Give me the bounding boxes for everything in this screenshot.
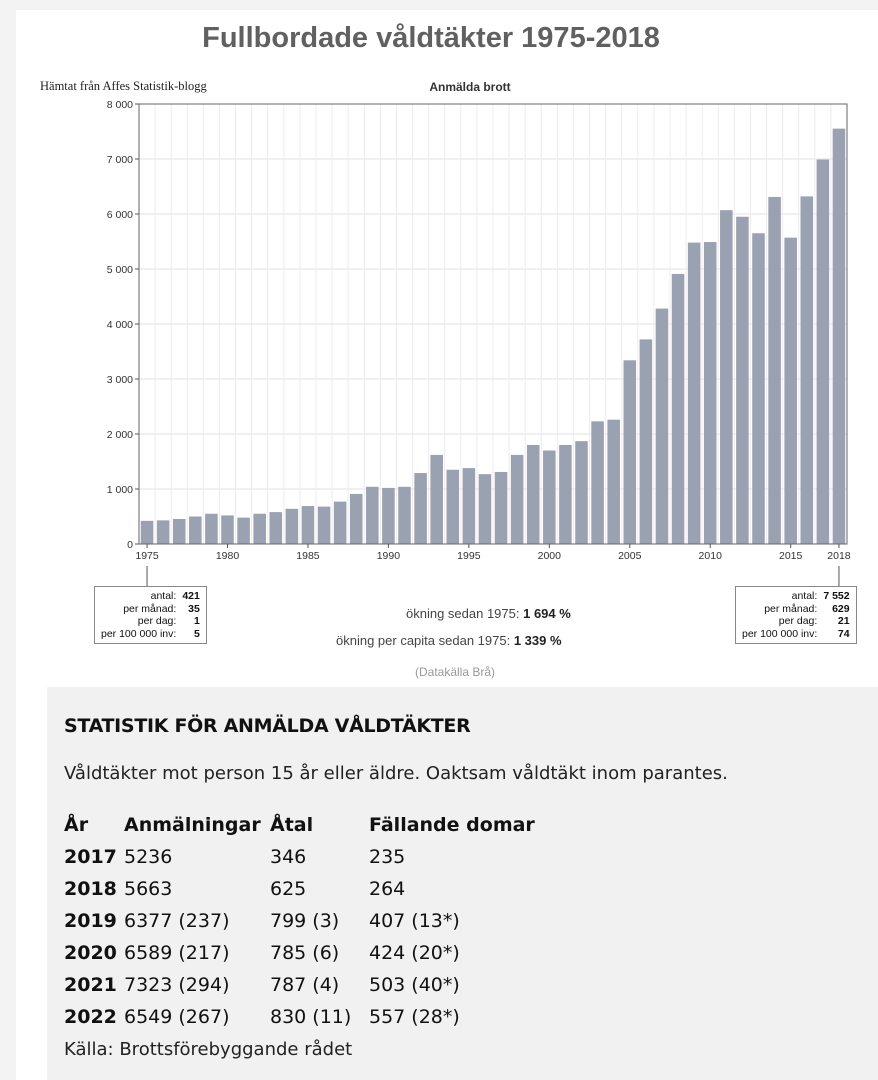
cell-prosecutions: 346 [270, 846, 307, 868]
bar-2016 [800, 196, 813, 544]
cell-reports: 5663 [124, 878, 173, 900]
bar-1988 [350, 494, 363, 544]
x-tick-label: 2015 [779, 550, 803, 562]
table-row [64, 1001, 569, 1033]
stats-header-row [64, 809, 569, 841]
bar-2017 [817, 160, 830, 544]
info-value: 74 [837, 627, 850, 640]
chart-subtitle: Anmälda brott [429, 80, 511, 94]
bar-2014 [768, 197, 781, 544]
table-row [64, 841, 569, 873]
cell-convictions: 235 [369, 846, 406, 868]
cell-reports: 6549 (267) [124, 1006, 230, 1028]
cell-prosecutions: 787 (4) [270, 974, 340, 996]
info-value: 7 552 [823, 590, 850, 602]
y-tick-label: 4 000 [106, 319, 133, 331]
y-tick-label: 1 000 [106, 484, 133, 496]
bar-1994 [446, 470, 459, 544]
cell-year: 2018 [64, 878, 117, 900]
stats-source: Källa: Brottsförebyggande rådet [64, 1039, 353, 1060]
cell-year: 2017 [64, 846, 117, 868]
bar-1995 [463, 468, 476, 544]
info-label: per 100 000 inv: [742, 627, 818, 640]
bar-1990 [382, 488, 395, 544]
bar-2009 [688, 243, 701, 544]
x-tick-label: 2018 [827, 550, 851, 562]
x-tick-label: 2010 [698, 550, 722, 562]
bar-2012 [736, 217, 749, 544]
col-header-convictions: Fällande domar [369, 814, 535, 836]
bar-2018 [833, 129, 846, 544]
info-value: 629 [832, 602, 850, 615]
increase-total [406, 606, 571, 621]
bar-1982 [253, 514, 266, 544]
bar-2003 [591, 421, 604, 544]
bar-2008 [672, 274, 685, 544]
cell-reports: 6589 (217) [124, 942, 230, 964]
x-tick-label: 2005 [618, 550, 642, 562]
bar-2006 [640, 339, 653, 544]
bar-1985 [302, 506, 315, 544]
increase-total-value: 1 694 % [523, 606, 571, 621]
col-header-reports: Anmälningar [124, 814, 261, 836]
cell-reports: 5236 [124, 846, 173, 868]
page-title: Fullbordade våldtäkter 1975-2018 [202, 22, 660, 54]
y-tick-label: 8 000 [106, 99, 133, 111]
col-header-year: År [64, 814, 89, 836]
cell-convictions: 503 (40*) [369, 974, 460, 996]
bar-1978 [189, 517, 202, 545]
info-label: per dag: [778, 615, 818, 627]
table-row [64, 969, 569, 1001]
bar-1981 [237, 518, 250, 544]
y-tick-label: 6 000 [106, 209, 133, 221]
bar-2004 [607, 420, 620, 544]
bar-1979 [205, 514, 218, 544]
info-value: 421 [182, 590, 200, 602]
bar-1977 [173, 519, 186, 544]
cell-prosecutions: 830 (11) [270, 1006, 352, 1028]
bar-1986 [318, 507, 331, 544]
bar-2000 [543, 451, 556, 545]
source-note: Hämtat från Affes Statistik-blogg [40, 79, 207, 93]
cell-year: 2021 [64, 974, 117, 996]
cell-year: 2020 [64, 942, 117, 964]
increase-per-capita-label: ökning per capita sedan 1975: [336, 633, 511, 648]
y-tick-label: 7 000 [106, 154, 133, 166]
bar-1996 [479, 474, 492, 544]
info-label: per dag: [137, 615, 177, 627]
y-tick-label: 5 000 [106, 264, 133, 276]
cell-reports: 7323 (294) [124, 974, 230, 996]
table-row [64, 873, 569, 905]
cell-convictions: 407 (13*) [369, 910, 460, 932]
x-tick-label: 1975 [135, 550, 159, 562]
bar-2001 [559, 445, 572, 544]
x-tick-label: 1980 [215, 550, 240, 562]
cell-prosecutions: 799 (3) [270, 910, 340, 932]
cell-year: 2022 [64, 1006, 117, 1028]
cell-reports: 6377 (237) [124, 910, 230, 932]
x-tick-label: 1985 [296, 550, 320, 562]
cell-prosecutions: 625 [270, 878, 307, 900]
bar-1998 [511, 455, 524, 544]
data-source: (Datakälla Brå) [415, 665, 496, 679]
info-box-1975 [94, 586, 207, 644]
stats-panel [47, 687, 878, 1080]
bar-2002 [575, 441, 588, 544]
stats-description: Våldtäkter mot person 15 år eller äldre. Oaktsam våldtäkt inom parantes. [64, 763, 728, 784]
bar-1991 [398, 487, 411, 544]
y-tick-label: 2 000 [106, 429, 133, 441]
x-tick-label: 1990 [376, 550, 401, 562]
stats-table [64, 809, 569, 1033]
y-tick-label: 0 [127, 539, 133, 551]
info-value: 21 [837, 615, 850, 627]
cell-convictions: 557 (28*) [369, 1006, 460, 1028]
info-label: per 100 000 inv: [101, 627, 177, 640]
bar-1992 [414, 473, 427, 544]
increase-per-capita-value: 1 339 % [513, 633, 562, 648]
bar-1993 [430, 455, 443, 544]
bar-1999 [527, 445, 540, 544]
bar-1984 [286, 509, 299, 544]
cell-year: 2019 [64, 910, 117, 932]
info-label: per månad: [123, 602, 177, 615]
info-label: antal: [791, 590, 818, 602]
table-row [64, 937, 569, 969]
table-row [64, 905, 569, 937]
info-box-2018 [735, 586, 857, 644]
bar-1983 [269, 512, 282, 544]
bar-2015 [784, 238, 797, 544]
info-label: antal: [150, 590, 177, 602]
info-value: 35 [188, 602, 200, 615]
bar-2011 [720, 210, 733, 544]
info-value: 5 [194, 627, 200, 640]
bar-2007 [656, 309, 669, 544]
info-label: per månad: [764, 602, 818, 615]
bar-1997 [495, 472, 508, 544]
bar-1989 [366, 487, 379, 544]
increase-per-capita [336, 633, 562, 648]
info-value: 1 [194, 615, 200, 627]
cell-prosecutions: 785 (6) [270, 942, 340, 964]
cell-convictions: 424 (20*) [369, 942, 460, 964]
bar-1980 [221, 515, 234, 544]
cell-convictions: 264 [369, 878, 406, 900]
stats-title: STATISTIK FÖR ANMÄLDA VÅLDTÄKTER [64, 715, 471, 737]
col-header-prosecutions: Åtal [270, 814, 314, 836]
x-tick-label: 2000 [537, 550, 561, 562]
bar-2010 [704, 242, 717, 544]
bar-1987 [334, 502, 347, 544]
y-tick-label: 3 000 [106, 374, 133, 386]
x-tick-label: 1995 [457, 550, 481, 562]
bar-2013 [752, 233, 765, 544]
bar-1975 [141, 521, 154, 544]
increase-total-label: ökning sedan 1975: [406, 606, 520, 621]
bar-1976 [157, 520, 170, 544]
bar-2005 [623, 360, 636, 544]
